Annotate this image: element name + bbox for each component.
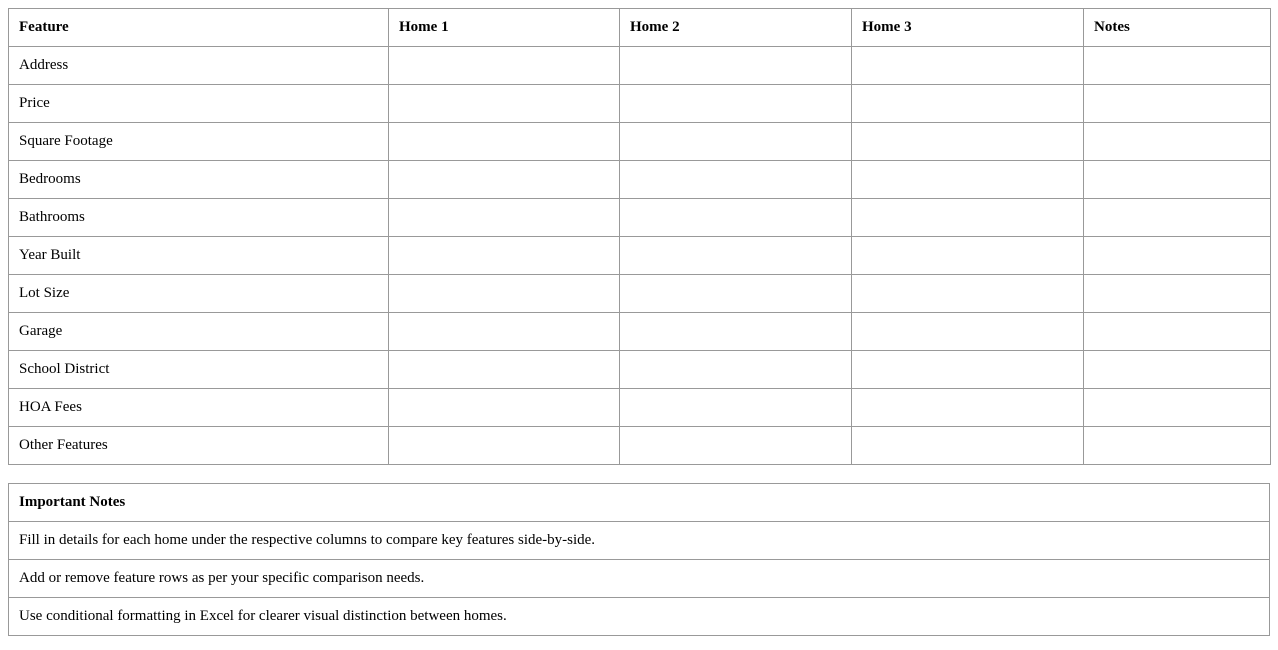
- note-text: Add or remove feature rows as per your specific comparison needs.: [9, 560, 1270, 598]
- comparison-cell[interactable]: [852, 199, 1084, 237]
- comparison-cell[interactable]: [1084, 389, 1271, 427]
- comparison-cell[interactable]: [620, 313, 852, 351]
- comparison-cell[interactable]: [852, 389, 1084, 427]
- note-text: Use conditional formatting in Excel for clearer visual distinction between homes.: [9, 598, 1270, 636]
- comparison-cell[interactable]: [389, 351, 620, 389]
- header-row: [9, 9, 1271, 47]
- table-row: [9, 123, 1271, 161]
- feature-label: Year Built: [9, 237, 389, 275]
- comparison-cell[interactable]: [852, 313, 1084, 351]
- comparison-cell[interactable]: [620, 47, 852, 85]
- comparison-cell[interactable]: [389, 237, 620, 275]
- comparison-cell[interactable]: [620, 85, 852, 123]
- comparison-cell[interactable]: [389, 47, 620, 85]
- comparison-cell[interactable]: [389, 313, 620, 351]
- table-row: [9, 313, 1271, 351]
- comparison-cell[interactable]: [1084, 123, 1271, 161]
- comparison-cell[interactable]: [1084, 47, 1271, 85]
- notes-title: Important Notes: [9, 484, 1270, 522]
- comparison-cell[interactable]: [1084, 313, 1271, 351]
- comparison-cell[interactable]: [852, 351, 1084, 389]
- comparison-cell[interactable]: [389, 389, 620, 427]
- comparison-cell[interactable]: [620, 427, 852, 465]
- table-row: [9, 275, 1271, 313]
- comparison-cell[interactable]: [1084, 85, 1271, 123]
- table-row: [9, 237, 1271, 275]
- comparison-cell[interactable]: [1084, 161, 1271, 199]
- note-row: [9, 598, 1270, 636]
- table-row: [9, 161, 1271, 199]
- comparison-cell[interactable]: [389, 275, 620, 313]
- comparison-cell[interactable]: [620, 351, 852, 389]
- column-header: Home 2: [620, 9, 852, 47]
- note-row: [9, 522, 1270, 560]
- table-row: [9, 389, 1271, 427]
- feature-label: Price: [9, 85, 389, 123]
- comparison-cell[interactable]: [620, 275, 852, 313]
- feature-label: Bedrooms: [9, 161, 389, 199]
- table-row: [9, 85, 1271, 123]
- feature-label: School District: [9, 351, 389, 389]
- comparison-cell[interactable]: [389, 123, 620, 161]
- comparison-cell[interactable]: [1084, 237, 1271, 275]
- table-row: [9, 351, 1271, 389]
- table-row: [9, 199, 1271, 237]
- column-header: Home 3: [852, 9, 1084, 47]
- notes-title-row: [9, 484, 1270, 522]
- feature-label: Square Footage: [9, 123, 389, 161]
- home-comparison-table: [8, 8, 1271, 465]
- feature-label: Other Features: [9, 427, 389, 465]
- comparison-cell[interactable]: [852, 85, 1084, 123]
- important-notes-table: [8, 483, 1270, 636]
- feature-label: Garage: [9, 313, 389, 351]
- comparison-cell[interactable]: [852, 237, 1084, 275]
- comparison-cell[interactable]: [852, 275, 1084, 313]
- comparison-cell[interactable]: [852, 161, 1084, 199]
- comparison-cell[interactable]: [1084, 275, 1271, 313]
- comparison-cell[interactable]: [620, 237, 852, 275]
- note-text: Fill in details for each home under the respective columns to compare key features side-by-side.: [9, 522, 1270, 560]
- comparison-cell[interactable]: [1084, 427, 1271, 465]
- column-header: Home 1: [389, 9, 620, 47]
- feature-label: Lot Size: [9, 275, 389, 313]
- feature-label: Bathrooms: [9, 199, 389, 237]
- comparison-cell[interactable]: [1084, 199, 1271, 237]
- comparison-cell[interactable]: [389, 199, 620, 237]
- comparison-cell[interactable]: [852, 47, 1084, 85]
- feature-label: HOA Fees: [9, 389, 389, 427]
- table-row: [9, 427, 1271, 465]
- comparison-cell[interactable]: [620, 389, 852, 427]
- comparison-cell[interactable]: [389, 427, 620, 465]
- comparison-cell[interactable]: [852, 427, 1084, 465]
- column-header: Feature: [9, 9, 389, 47]
- feature-label: Address: [9, 47, 389, 85]
- comparison-cell[interactable]: [620, 199, 852, 237]
- comparison-cell[interactable]: [1084, 351, 1271, 389]
- note-row: [9, 560, 1270, 598]
- table-row: [9, 47, 1271, 85]
- comparison-cell[interactable]: [852, 123, 1084, 161]
- comparison-cell[interactable]: [389, 161, 620, 199]
- column-header: Notes: [1084, 9, 1271, 47]
- comparison-cell[interactable]: [620, 123, 852, 161]
- comparison-cell[interactable]: [389, 85, 620, 123]
- comparison-cell[interactable]: [620, 161, 852, 199]
